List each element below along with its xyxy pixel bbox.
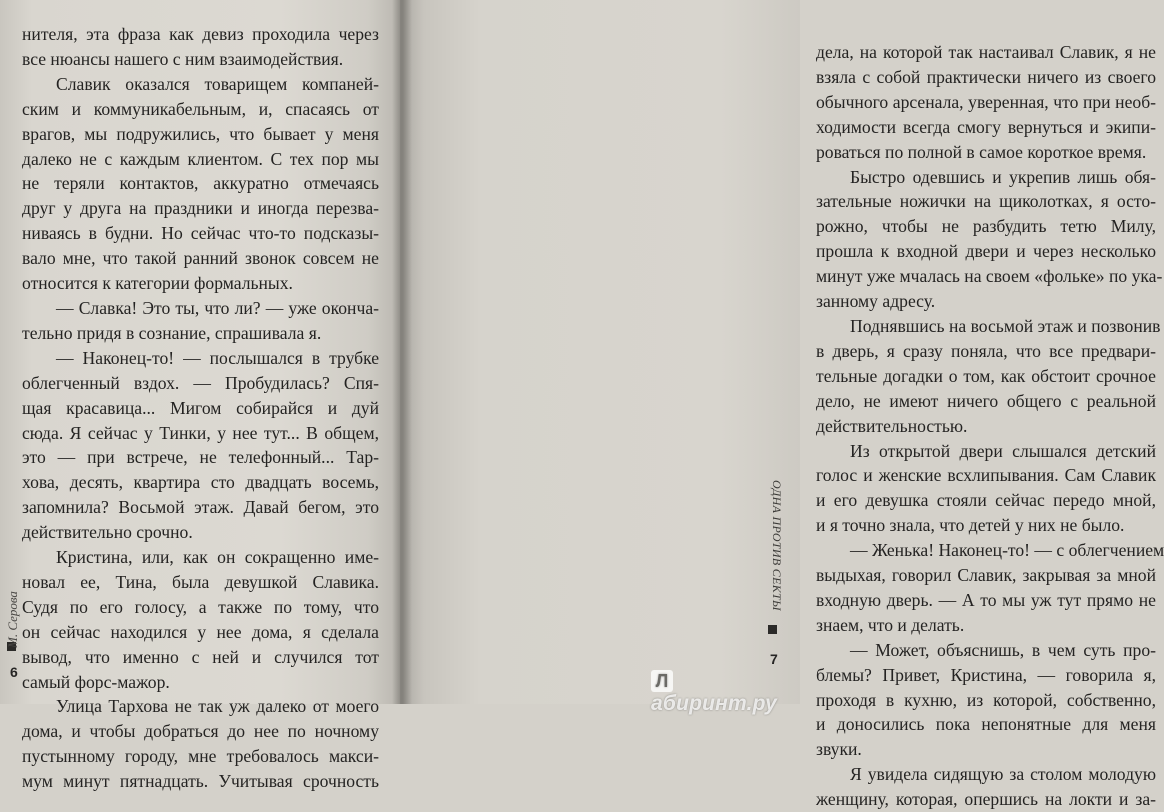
text-line: вало мне, что такой ранний звонок совсем не <box>22 248 379 269</box>
text-line: взяла с собой практически ничего из своего <box>816 66 1156 87</box>
text-line: и я точно знала, что детей у них не было. <box>816 515 1125 536</box>
text-line: выдыхая, говорил Славик, закрывая за мной <box>816 565 1156 586</box>
page-number-left: 6 <box>10 664 18 680</box>
text-line: Из открытой двери слышался детский <box>850 440 1156 461</box>
text-line: в дверь, я сразу поняла, что все предвари- <box>816 340 1156 361</box>
labirint-watermark <box>651 667 800 716</box>
text-line: это — при встрече, не телефонный... Тар- <box>22 447 379 468</box>
text-line: вывод, что именно с ней и случился тот <box>22 646 379 667</box>
text-line: и его девушка стояли сейчас передо мной, <box>816 490 1156 511</box>
text-line: облегченный вздох. — Пробудилась? Спя- <box>22 372 379 393</box>
text-line: запомнила? Восьмой этаж. Давай бегом, это <box>22 497 379 518</box>
text-line: минут уже мчалась на своем «фольке» по ука- <box>816 266 1163 287</box>
text-line: пустынному городу, мне требовалось макси- <box>22 746 379 767</box>
left-page <box>0 0 400 792</box>
text-line: Славик оказался товарищем компаней- <box>56 73 379 94</box>
page-number-right: 7 <box>770 651 778 667</box>
right-page-text <box>816 40 1164 812</box>
watermark-text: абиринт.ру <box>651 692 778 715</box>
book-gutter <box>392 0 412 704</box>
text-line: он сейчас находился у нее дома, я сделала <box>22 621 379 642</box>
text-line: действительностью. <box>816 415 968 436</box>
text-line: дела, на которой так настаивал Славик, я не <box>816 42 1156 62</box>
watermark-logo-icon: Л <box>651 670 673 692</box>
text-line: Судя по его голосу, а также по тому, что <box>22 596 379 617</box>
left-page-text <box>22 22 379 794</box>
text-line: не теряли контактов, аккуратно отмечаясь <box>22 173 379 194</box>
text-line: — Славка! Это ты, что ли? — уже окончa- <box>56 297 379 318</box>
text-line: самый форс-мажор. <box>22 671 170 692</box>
text-line: Быстро одевшись и укрепив лишь обя- <box>850 166 1156 187</box>
text-line: далеко не с каждым клиентом. С тех пор мы <box>22 148 379 169</box>
text-line: нителя, эта фраза как девиз проходила через <box>22 24 379 44</box>
running-head-title: ОДНА ПРОТИВ СЕКТЫ <box>770 480 784 611</box>
text-line: проходя в кухню, из которой, собственно, <box>816 689 1156 710</box>
text-line: женщину, которая, опершись на локти и за- <box>816 789 1156 810</box>
text-line: роваться по полной в самое короткое время. <box>816 141 1147 162</box>
text-line: тельно придя в сознание, спрашивала я. <box>22 322 322 343</box>
text-line: зательные ножички на щиколотках, я осто- <box>816 191 1156 212</box>
text-line: относится к категории формальных. <box>22 273 293 294</box>
text-line: действительно срочно. <box>22 522 193 543</box>
text-line: блемы? Привет, Кристина, — говорила я, <box>816 664 1156 685</box>
running-head-title-wrap <box>770 480 800 620</box>
running-head-author: М. Серова <box>5 591 20 648</box>
text-line: голос и женские всхлипывания. Сам Славик <box>816 465 1156 486</box>
text-line: звуки. <box>816 739 862 760</box>
text-line: входную дверь. — А то мы уж тут прямо не <box>816 589 1156 610</box>
text-line: рожно, чтобы не разбудить тетю Милу, <box>816 216 1156 237</box>
text-line: — Наконец-то! — послышался в трубке <box>56 347 379 368</box>
text-line: все нюансы нашего с ним взаимодействия. <box>22 48 344 69</box>
text-line: Улица Тархова не так уж далеко от моего <box>56 696 379 717</box>
text-line: ниваясь в будни. Но сейчас что-то подсказы- <box>22 223 379 244</box>
text-line: Кристина, или, как он сокращенно име- <box>56 547 379 568</box>
text-line: дело, не имеют ничего общего с реальной <box>816 390 1156 411</box>
text-line: ским и коммуникабельным, и, спасаясь от <box>22 98 379 119</box>
text-line: обычного арсенала, уверенная, что при необ- <box>816 91 1156 112</box>
text-line: Поднявшись на восьмой этаж и позвонив <box>850 315 1161 336</box>
text-line: — Может, объяснишь, в чем суть про- <box>850 639 1156 660</box>
text-line: тельные догадки о том, как обстоит срочное <box>816 365 1156 386</box>
text-line: ходимости всегда смогу вернуться и экипи- <box>816 116 1156 137</box>
text-line: прошла к входной двери и через несколько <box>816 241 1156 262</box>
text-line: друг у друга на праздники и иногда перезва- <box>22 198 379 219</box>
text-line: щая красавица... Мигом собирайся и дуй <box>22 397 379 418</box>
text-line: новал ее, Тина, была девушкой Славика. <box>22 571 379 592</box>
text-line: и доносились пока непонятные для меня <box>816 714 1156 735</box>
running-head-marker-right <box>768 625 777 634</box>
right-page <box>400 0 1164 810</box>
text-line: дома, и чтобы добраться до нее по ночному <box>22 721 379 742</box>
text-line: знаем, что и делать. <box>816 614 965 635</box>
text-line: занному адресу. <box>816 291 936 312</box>
text-line: хова, десять, квартира сто двадцать восемь, <box>22 472 379 493</box>
text-line: сюда. Я сейчас у Тинки, у нее тут... В общем, <box>22 422 379 443</box>
text-line: Я увидела сидящую за столом молодую <box>850 764 1156 785</box>
text-line: — Женька! Наконец-то! — с облегчением <box>850 540 1164 561</box>
text-line: врагов, мы подружились, что бывает у меня <box>22 123 379 144</box>
text-line: мум минут пятнадцать. Учитывая срочность <box>22 771 379 792</box>
